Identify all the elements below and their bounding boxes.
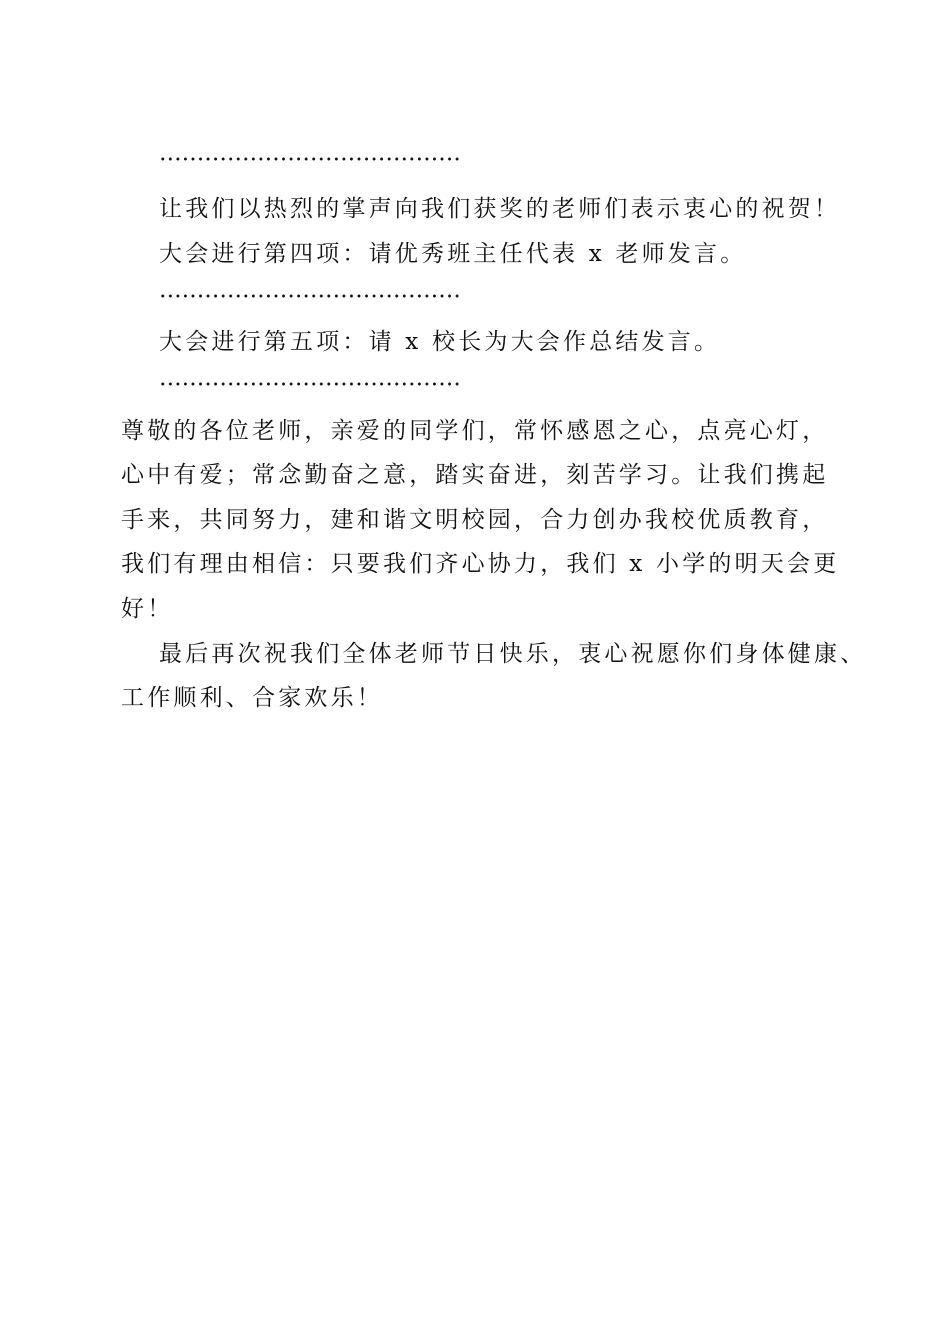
ellipsis-line-1: [159, 157, 461, 161]
closing-paragraph-line-1: 尊敬的各位老师，亲爱的同学们，常怀感恩之心，点亮心灯，: [121, 418, 829, 444]
agenda-item-four: 大会进行第四项：请优秀班主任代表 x 老师发言。: [159, 241, 747, 267]
ellipsis-line-2: [159, 294, 461, 298]
closing-paragraph-line-3: 手来，共同努力，建和谐文明校园，合力创办我校优质教育，: [121, 507, 829, 533]
closing-paragraph-line-5: 好！: [121, 596, 174, 622]
closing-paragraph-line-4: 我们有理由相信：只要我们齐心协力，我们 x 小学的明天会更: [121, 551, 840, 577]
closing-paragraph-line-2: 心中有爱；常念勤奋之意，踏实奋进，刻苦学习。让我们携起: [121, 462, 829, 488]
ellipsis-line-3: [159, 382, 461, 386]
final-wishes-line-2: 工作顺利、合家欢乐！: [121, 685, 383, 711]
applause-line: 让我们以热烈的掌声向我们获奖的老师们表示衷心的祝贺！: [159, 196, 841, 222]
agenda-item-five: 大会进行第五项：请 x 校长为大会作总结发言。: [159, 329, 721, 355]
final-wishes-line-1: 最后再次祝我们全体老师节日快乐，衷心祝愿你们身体健康、: [159, 641, 867, 667]
